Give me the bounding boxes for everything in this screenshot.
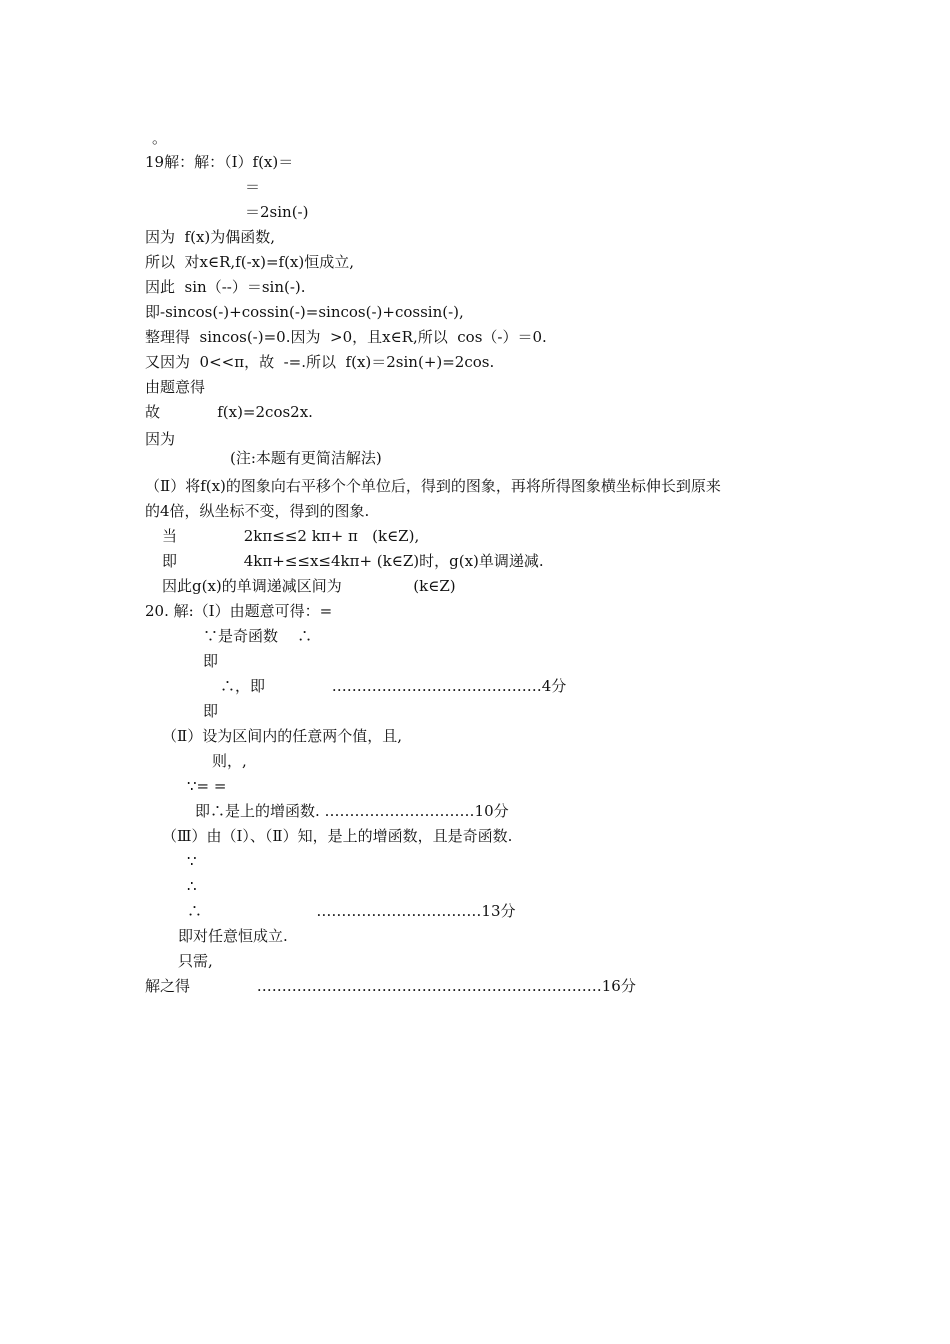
note-line: (注:本题有更简洁解法) — [230, 449, 382, 467]
text-line: 当 2kπ≤≤2 kπ+ π (k∈Z), — [162, 527, 420, 545]
text-line: 19解：解：（Ⅰ）f(x)＝ — [145, 153, 294, 171]
text-line: ∵ — [187, 852, 197, 870]
text-line: 则，, — [212, 752, 247, 770]
text-line: 即 — [203, 702, 219, 720]
text-line: 即对任意恒成立. — [178, 927, 288, 945]
text-line: ＝2sin(-) — [245, 203, 309, 221]
text-line: （Ⅲ）由（Ⅰ）、（Ⅱ）知，是上的增函数，且是奇函数. — [162, 827, 513, 845]
text-line: 故 f(x)=2cos2x. — [145, 403, 313, 421]
text-line: ∵是奇函数 ∴ — [203, 627, 313, 645]
text-line: 整理得 sincos(-)=0.因为 >0，且x∈R,所以 cos（-）＝0. — [145, 328, 547, 346]
text-line: 。 — [152, 129, 168, 147]
text-line: 的4倍，纵坐标不变，得到的图象. — [145, 502, 370, 520]
text-line: （Ⅱ）设为区间内的任意两个值，且, — [162, 727, 402, 745]
text-line: 20. 解:（Ⅰ）由题意可得：= — [145, 602, 333, 620]
text-line: 解之得 ……………………………………………………………16分 — [145, 977, 636, 995]
text-line: 即 — [203, 652, 219, 670]
text-line: 因此g(x)的单调递减区间为 (k∈Z) — [162, 577, 456, 595]
text-line: 即 4kπ+≤≤x≤4kπ+ (k∈Z)时，g(x)单调递减. — [162, 552, 544, 570]
text-line: 由题意得 — [145, 378, 206, 396]
text-line: 因为 f(x)为偶函数, — [145, 228, 276, 246]
text-line: ∵= = — [187, 777, 227, 795]
text-line: ∴ — [187, 877, 197, 895]
text-line: ∴，即 ……………………………………4分 — [220, 677, 567, 695]
text-line: 只需, — [178, 952, 213, 970]
text-line: （Ⅱ）将f(x)的图象向右平移个个单位后，得到的图象，再将所得图象横坐标伸长到原来 — [145, 477, 721, 495]
text-line: 因此 sin（--）＝sin(-). — [145, 278, 306, 296]
text-line: 所以 对x∈R,f(-x)=f(x)恒成立, — [145, 253, 354, 271]
text-line: ＝ — [245, 178, 261, 196]
text-line: 因为 — [145, 430, 176, 448]
text-line: 即-sincos(-)+cossin(-)=sincos(-)+cossin(-), — [145, 303, 464, 321]
text-line: 又因为 0<<π，故 -=.所以 f(x)＝2sin(+)=2cos. — [145, 353, 495, 371]
text-line: 即∴是上的增函数. …………………………10分 — [195, 802, 509, 820]
text-line: ∴ ……………………………13分 — [187, 902, 516, 920]
